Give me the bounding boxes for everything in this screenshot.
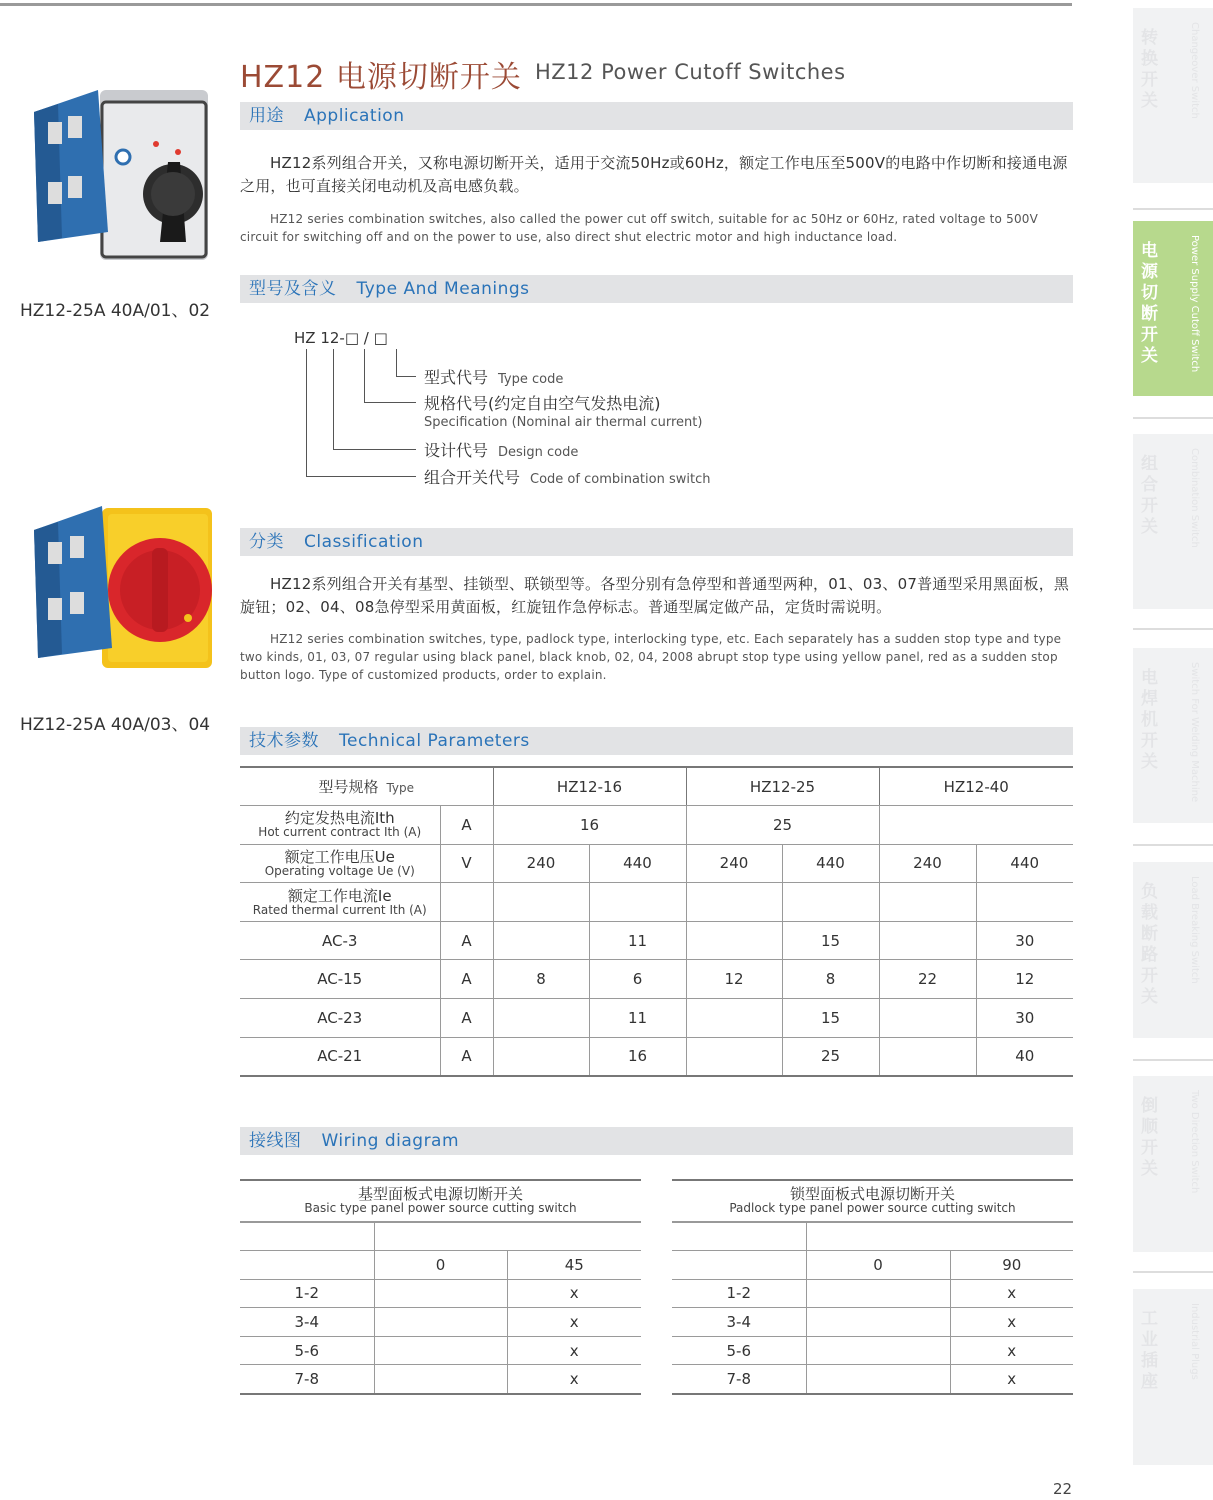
- contact-cell: x: [950, 1308, 1073, 1337]
- value-cell: [879, 999, 976, 1038]
- row-label: AC-21: [240, 1037, 440, 1076]
- value-cell: 8: [493, 960, 589, 999]
- wiring-title-en: Basic type panel power source cutting switch: [304, 1201, 577, 1215]
- side-tab-power-cutoff[interactable]: [1133, 221, 1213, 396]
- value-cell: 240: [686, 844, 782, 883]
- section-classification-en: Classification: [304, 532, 424, 552]
- model-header: HZ12-40: [879, 767, 1073, 806]
- side-tab-two-direction[interactable]: [1133, 1076, 1213, 1252]
- row-label-en: Rated thermal current Ith (A): [252, 902, 427, 917]
- wiring-title: [240, 1180, 641, 1222]
- type-code-item: [424, 365, 563, 388]
- angle-header: 45: [507, 1251, 641, 1280]
- row-label-en: Operating voltage Ue (V): [264, 863, 415, 878]
- contact-cell: [806, 1279, 950, 1308]
- contact-label: 5-6: [240, 1336, 374, 1365]
- empty-cell: [374, 1222, 641, 1251]
- side-tab-load-breaking[interactable]: [1133, 862, 1213, 1038]
- contact-label: 7-8: [672, 1365, 806, 1394]
- row-label: AC-3: [240, 921, 440, 960]
- side-tab-label-en: Two Direction Switch: [1189, 1090, 1200, 1194]
- type-code-item-en: Code of combination switch: [530, 472, 711, 487]
- type-code-line: [396, 376, 416, 377]
- contact-cell: [806, 1308, 950, 1337]
- row-label: [240, 806, 440, 845]
- value-cell: [782, 883, 879, 922]
- empty-cell: [672, 1222, 806, 1251]
- table-row: [240, 883, 1073, 922]
- side-tab-label-en: Combination Switch: [1189, 448, 1200, 548]
- value-cell: 11: [589, 999, 686, 1038]
- header-type-zh: 型号规格: [318, 778, 379, 797]
- value-cell: [493, 921, 589, 960]
- section-type-meanings-en: Type And Meanings: [356, 279, 530, 299]
- classification-text-zh: HZ12系列组合开关有基型、挂锁型、联锁型等。各型分别有急停型和普通型两种，01、03、07普通型采用黑面板，黑旋钮；02、04、08急停型采用黄面板，红旋钮作急停标志。普通型属定做产品，定货时需说明。: [240, 575, 1070, 616]
- contact-cell: x: [950, 1279, 1073, 1308]
- section-wiring-en: Wiring diagram: [321, 1131, 460, 1151]
- row-label: AC-23: [240, 999, 440, 1038]
- technical-table: [240, 766, 1073, 1077]
- value-cell: [879, 806, 1073, 845]
- side-tab-label-en: Changeover Switch: [1189, 22, 1200, 119]
- value-cell: 240: [879, 844, 976, 883]
- angle-header: 0: [374, 1251, 507, 1280]
- value-cell: [686, 921, 782, 960]
- side-tab-label-zh: 工业插座: [1141, 1309, 1158, 1392]
- table-row: [240, 1222, 641, 1251]
- page-number: 22: [1053, 1480, 1073, 1498]
- value-cell: 15: [782, 999, 879, 1038]
- contact-cell: x: [950, 1336, 1073, 1365]
- side-divider: [1133, 628, 1213, 630]
- value-cell: 240: [493, 844, 589, 883]
- type-code-line: [364, 349, 365, 402]
- value-cell: 440: [976, 844, 1073, 883]
- wiring-title-zh: 锁型面板式电源切断开关: [789, 1185, 955, 1203]
- type-code-item-zh: 规格代号(约定自由空气发热电流): [424, 394, 661, 413]
- value-cell: 16: [493, 806, 686, 845]
- value-cell: 8: [782, 960, 879, 999]
- application-text-en: HZ12 series combination switches, also called the power cut off switch, suitable for ac 50Hz or 60Hz, rated voltage to 500V circuit for switching off and on the power to use, also direct shut electric motor and high inductance load.: [240, 212, 1039, 244]
- table-row: [240, 1251, 641, 1280]
- table-row: [240, 1279, 641, 1308]
- model-header: HZ12-25: [686, 767, 879, 806]
- side-divider: [1133, 1271, 1213, 1273]
- contact-cell: x: [950, 1365, 1073, 1394]
- value-cell: [879, 883, 976, 922]
- table-row: [240, 960, 1073, 999]
- side-tab-changeover[interactable]: [1133, 8, 1213, 183]
- contact-cell: [806, 1336, 950, 1365]
- type-code-item: [424, 465, 710, 488]
- type-code-line: [364, 402, 416, 403]
- empty-cell: [806, 1222, 1073, 1251]
- row-label: AC-15: [240, 960, 440, 999]
- contact-cell: x: [507, 1365, 641, 1394]
- row-label-zh: 额定工作电流Ie: [287, 886, 392, 905]
- product-caption-2: HZ12-25A 40A/03、04: [20, 715, 211, 735]
- value-cell: 25: [782, 1037, 879, 1076]
- unit-cell: V: [440, 844, 493, 883]
- type-code-item-en: Type code: [498, 372, 564, 387]
- table-row: [240, 1336, 641, 1365]
- unit-cell: A: [440, 960, 493, 999]
- type-code-item-en: Specification (Nominal air thermal current): [424, 415, 703, 430]
- unit-cell: A: [440, 999, 493, 1038]
- table-row: [672, 1308, 1073, 1337]
- section-application-zh: 用途: [249, 106, 284, 126]
- side-divider: [1133, 208, 1213, 210]
- type-code-line: [396, 349, 397, 376]
- section-application-en: Application: [304, 106, 405, 126]
- product-image-red-knob: [28, 498, 213, 678]
- section-technical: [240, 727, 1073, 755]
- contact-cell: [374, 1279, 507, 1308]
- table-row: [672, 1336, 1073, 1365]
- product-image-black-knob: [28, 82, 213, 262]
- side-tab-label-zh: 电源切断开关: [1141, 241, 1158, 366]
- unit-cell: A: [440, 1037, 493, 1076]
- contact-cell: [374, 1308, 507, 1337]
- value-cell: [686, 999, 782, 1038]
- wiring-table-padlock: [672, 1179, 1073, 1395]
- side-tab-label-zh: 转换开关: [1141, 28, 1158, 111]
- row-label: [240, 883, 440, 922]
- contact-cell: [374, 1336, 507, 1365]
- value-cell: [493, 1037, 589, 1076]
- contact-cell: [806, 1365, 950, 1394]
- table-row: [672, 1279, 1073, 1308]
- row-label-zh: 约定发热电流Ith: [284, 809, 395, 828]
- side-tab-industrial-plugs[interactable]: [1133, 1289, 1213, 1465]
- value-cell: [686, 1037, 782, 1076]
- value-cell: [589, 883, 686, 922]
- type-code-item-zh: 设计代号: [424, 441, 489, 460]
- side-tab-label-zh: 负载断路开关: [1141, 882, 1158, 1007]
- side-tab-welding[interactable]: [1133, 648, 1213, 823]
- type-code-line: [333, 449, 416, 450]
- side-tab-label-zh: 倒顺开关: [1141, 1096, 1158, 1179]
- section-technical-en: Technical Parameters: [339, 731, 530, 751]
- value-cell: 30: [976, 921, 1073, 960]
- side-tab-label-zh: 组合开关: [1141, 454, 1158, 537]
- contact-label: 1-2: [240, 1279, 374, 1308]
- table-row: [240, 1365, 641, 1394]
- wiring-title-en: Padlock type panel power source cutting switch: [729, 1201, 1016, 1215]
- side-divider: [1133, 844, 1213, 846]
- value-cell: 12: [976, 960, 1073, 999]
- angle-header: 90: [950, 1251, 1073, 1280]
- section-type-meanings: [240, 275, 1073, 303]
- application-text-zh: HZ12系列组合开关，又称电源切断开关，适用于交流50Hz或60Hz，额定工作电压至500V的电路中作切断和接通电源之用，也可直接关闭电动机及高电感负载。: [240, 154, 1068, 195]
- angle-header: 0: [806, 1251, 950, 1280]
- contact-label: 3-4: [240, 1308, 374, 1337]
- value-cell: [686, 883, 782, 922]
- type-code-item-zh: 组合开关代号: [424, 468, 521, 487]
- table-row: [672, 1251, 1073, 1280]
- row-label: [240, 844, 440, 883]
- section-wiring-zh: 接线图: [249, 1131, 302, 1151]
- value-cell: 11: [589, 921, 686, 960]
- type-code-line: [333, 349, 334, 449]
- table-row: [240, 767, 1073, 806]
- section-classification-zh: 分类: [249, 532, 284, 552]
- row-label-en: Hot current contract Ith (A): [258, 825, 422, 840]
- table-row: [672, 1365, 1073, 1394]
- type-code-item-zh: 型式代号: [424, 368, 489, 387]
- contact-cell: x: [507, 1279, 641, 1308]
- value-cell: 16: [589, 1037, 686, 1076]
- section-technical-zh: 技术参数: [249, 731, 319, 751]
- table-row: [240, 921, 1073, 960]
- header-type-cell: [240, 767, 493, 806]
- side-divider: [1133, 417, 1213, 419]
- unit-cell: A: [440, 806, 493, 845]
- table-row: [240, 999, 1073, 1038]
- value-cell: [493, 999, 589, 1038]
- empty-cell: [240, 1251, 374, 1280]
- table-row: [240, 1180, 641, 1222]
- value-cell: 440: [589, 844, 686, 883]
- value-cell: 15: [782, 921, 879, 960]
- header-type-en: Type: [386, 781, 415, 796]
- table-row: [240, 806, 1073, 845]
- type-code-line: [306, 476, 416, 477]
- value-cell: [976, 883, 1073, 922]
- unit-cell: A: [440, 921, 493, 960]
- type-code-item: [424, 391, 661, 414]
- empty-cell: [672, 1251, 806, 1280]
- wiring-title: [672, 1180, 1073, 1222]
- wiring-title-zh: 基型面板式电源切断开关: [357, 1185, 523, 1203]
- table-row: [672, 1180, 1073, 1222]
- wiring-table-basic: [240, 1179, 641, 1395]
- type-code-item-en: Design code: [498, 445, 579, 460]
- value-cell: 22: [879, 960, 976, 999]
- section-wiring: [240, 1127, 1073, 1155]
- model-header: HZ12-16: [493, 767, 686, 806]
- value-cell: 12: [686, 960, 782, 999]
- contact-cell: [374, 1365, 507, 1394]
- side-divider: [1133, 1059, 1213, 1061]
- table-row: [240, 844, 1073, 883]
- side-tab-label-en: Switch For Welding Machine: [1189, 662, 1200, 803]
- contact-label: 5-6: [672, 1336, 806, 1365]
- unit-cell: [440, 883, 493, 922]
- value-cell: 25: [686, 806, 879, 845]
- table-row: [672, 1222, 1073, 1251]
- side-tab-label-en: Industrial Plugs: [1189, 1303, 1200, 1380]
- side-tab-label-en: Load Breaking Switch: [1189, 876, 1200, 984]
- row-label-zh: 额定工作电压Ue: [284, 847, 395, 866]
- empty-cell: [240, 1222, 374, 1251]
- classification-text-en: HZ12 series combination switches, type, padlock type, interlocking type, etc. Each separately has a sudden stop type and type two kinds, 01, 03, 07 regular using black panel, black knob, 02, 04, 2008 abrupt stop type using yellow panel, red as a sudden stop button logo. Type of customized products, order to explain.: [240, 632, 1062, 682]
- page-title-zh: HZ12 电源切断开关: [240, 60, 522, 95]
- section-classification: [240, 528, 1073, 556]
- value-cell: 440: [782, 844, 879, 883]
- value-cell: 40: [976, 1037, 1073, 1076]
- side-tab-label-zh: 电焊机开关: [1141, 668, 1158, 772]
- contact-label: 1-2: [672, 1279, 806, 1308]
- contact-cell: x: [507, 1308, 641, 1337]
- contact-cell: x: [507, 1336, 641, 1365]
- side-tab-combination[interactable]: [1133, 434, 1213, 609]
- contact-label: 7-8: [240, 1365, 374, 1394]
- section-type-meanings-zh: 型号及含义: [249, 279, 337, 299]
- table-row: [240, 1037, 1073, 1076]
- value-cell: [879, 921, 976, 960]
- type-code-item: [424, 438, 578, 461]
- section-application: [240, 102, 1073, 130]
- product-caption-1: HZ12-25A 40A/01、02: [20, 301, 211, 321]
- contact-label: 3-4: [672, 1308, 806, 1337]
- top-rule: [0, 3, 1072, 6]
- value-cell: 6: [589, 960, 686, 999]
- side-tab-label-en: Power Supply Cutoff Switch: [1189, 235, 1200, 373]
- table-row: [240, 1308, 641, 1337]
- value-cell: 30: [976, 999, 1073, 1038]
- type-code-head: HZ 12-□ / □: [294, 329, 388, 347]
- value-cell: [879, 1037, 976, 1076]
- value-cell: [493, 883, 589, 922]
- page-title-en: HZ12 Power Cutoff Switches: [535, 60, 846, 84]
- type-code-line: [306, 349, 307, 476]
